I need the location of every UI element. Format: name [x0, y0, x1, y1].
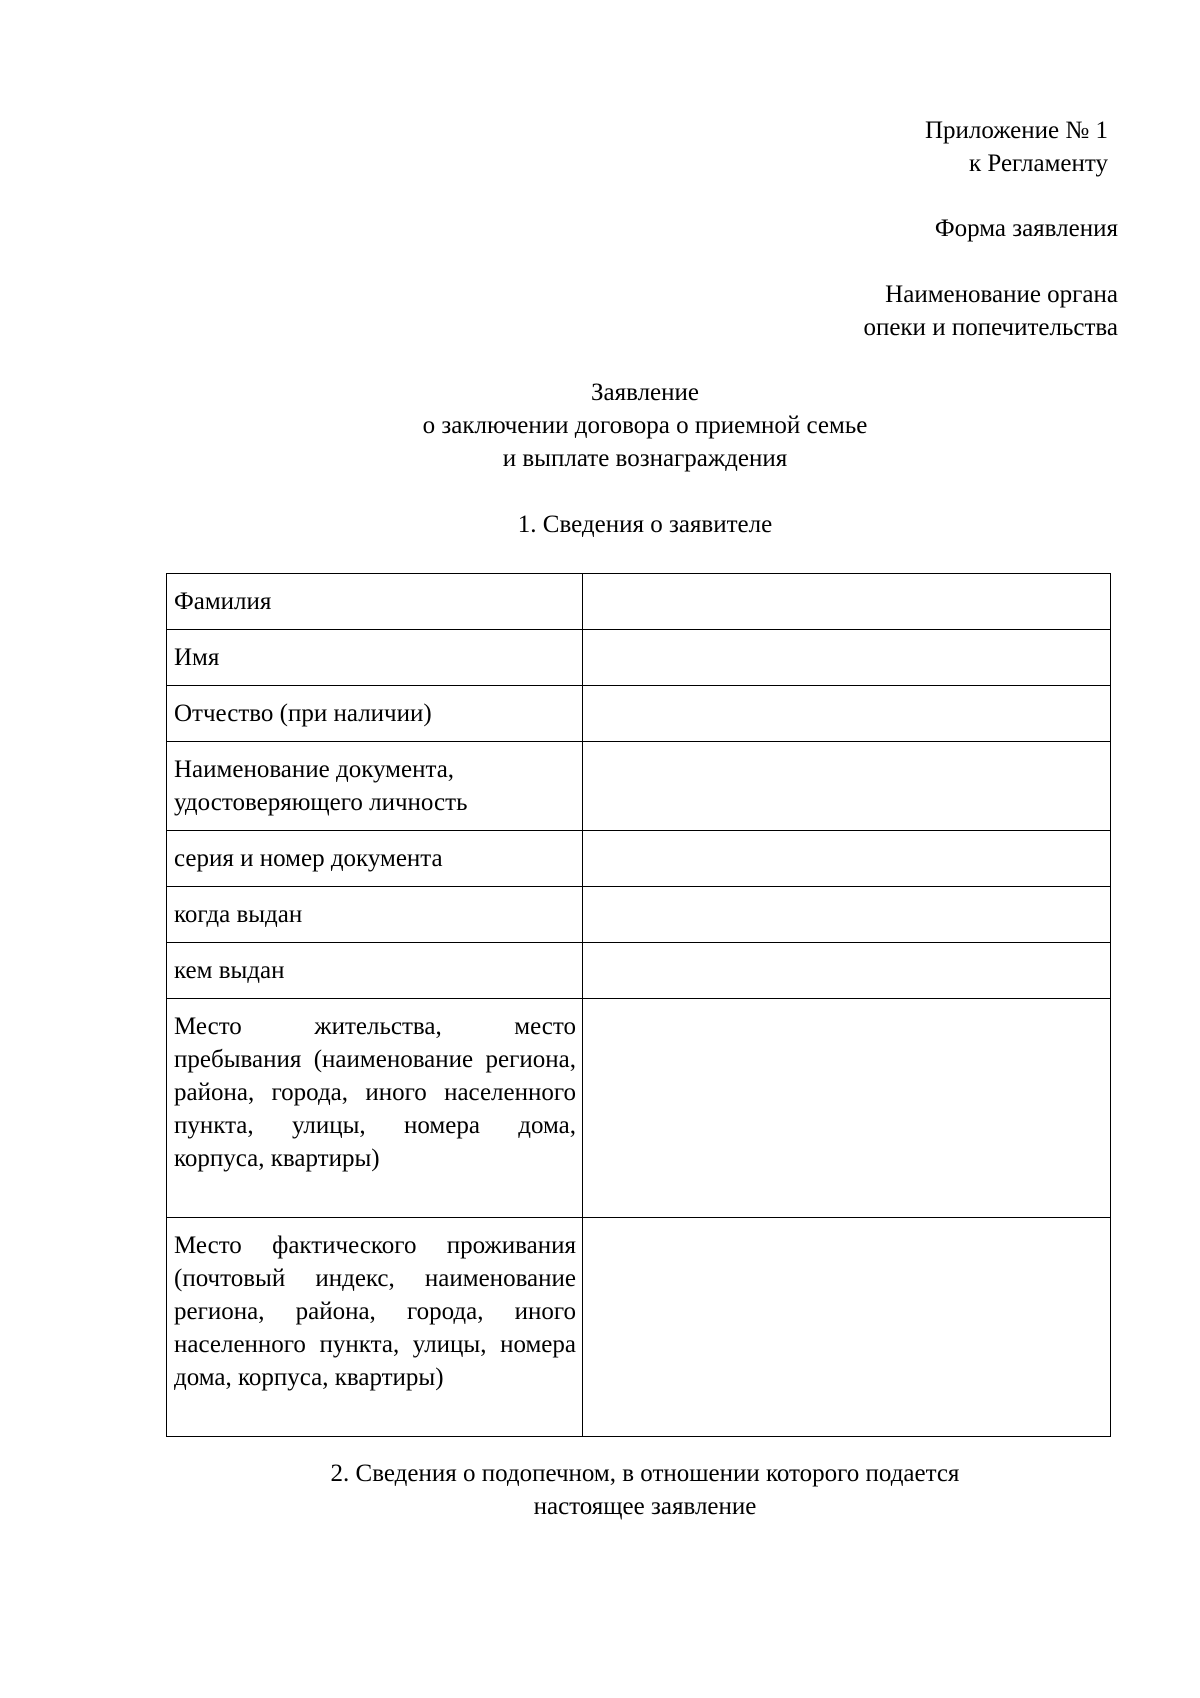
section-1-heading-text: 1. Сведения о заявителе: [517, 511, 773, 538]
row-value-document-number[interactable]: [583, 831, 1111, 887]
row-label-issue-date: когда выдан: [167, 887, 583, 943]
row-label-surname: Фамилия: [167, 574, 583, 630]
authority-line-1: Наименование органа: [885, 281, 1118, 308]
title-line-3: и выплате вознаграждения: [502, 445, 788, 472]
authority-line-2: опеки и попечительства: [863, 314, 1118, 341]
authority-name: [863, 278, 1118, 344]
table-row: [167, 574, 1111, 630]
row-label-patronymic: Отчество (при наличии): [167, 686, 583, 742]
section-2-heading-line-2: настоящее заявление: [533, 1493, 757, 1520]
title-line-1: Заявление: [590, 379, 700, 406]
section-1-heading: [0, 508, 1200, 541]
table-row: [167, 630, 1111, 686]
row-value-issued-by[interactable]: [583, 943, 1111, 999]
row-label-residence: Место жительства, место пребывания (наименование региона, района, города, иного населенного пункта, улицы, номера дома, корпуса, квартиры): [167, 999, 583, 1218]
row-label-id-document: Наименование документа, удостоверяющего личность: [167, 742, 583, 831]
table-row: [167, 943, 1111, 999]
row-label-document-number: серия и номер документа: [167, 831, 583, 887]
table-row: [167, 686, 1111, 742]
appendix-reference: [925, 114, 1108, 180]
row-value-first-name[interactable]: [583, 630, 1111, 686]
document-title: [0, 376, 1200, 475]
table-row: [167, 1218, 1111, 1437]
section-2-heading-line-1: 2. Сведения о подопечном, в отношении которого подается: [330, 1460, 960, 1487]
table-row: [167, 999, 1111, 1218]
row-label-first-name: Имя: [167, 630, 583, 686]
table-row: [167, 742, 1111, 831]
appendix-regulation: к Регламенту: [968, 150, 1108, 177]
form-type-label: [935, 212, 1118, 245]
row-value-patronymic[interactable]: [583, 686, 1111, 742]
table-row: [167, 887, 1111, 943]
row-value-surname[interactable]: [583, 574, 1111, 630]
title-line-2: о заключении договора о приемной семье: [422, 412, 868, 439]
row-value-actual-address[interactable]: [583, 1218, 1111, 1437]
appendix-number: Приложение № 1: [924, 117, 1108, 144]
row-value-residence[interactable]: [583, 999, 1111, 1218]
row-label-actual-address: Место фактического проживания (почтовый индекс, наименование региона, района, города, иного населенного пункта, улицы, номера дома, корпуса, квартиры): [167, 1218, 583, 1437]
row-label-issued-by: кем выдан: [167, 943, 583, 999]
table-row: [167, 831, 1111, 887]
section-2-heading: [0, 1457, 1200, 1523]
row-value-id-document[interactable]: [583, 742, 1111, 831]
form-label-text: Форма заявления: [934, 215, 1118, 242]
applicant-info-table: [166, 573, 1111, 1437]
row-value-issue-date[interactable]: [583, 887, 1111, 943]
